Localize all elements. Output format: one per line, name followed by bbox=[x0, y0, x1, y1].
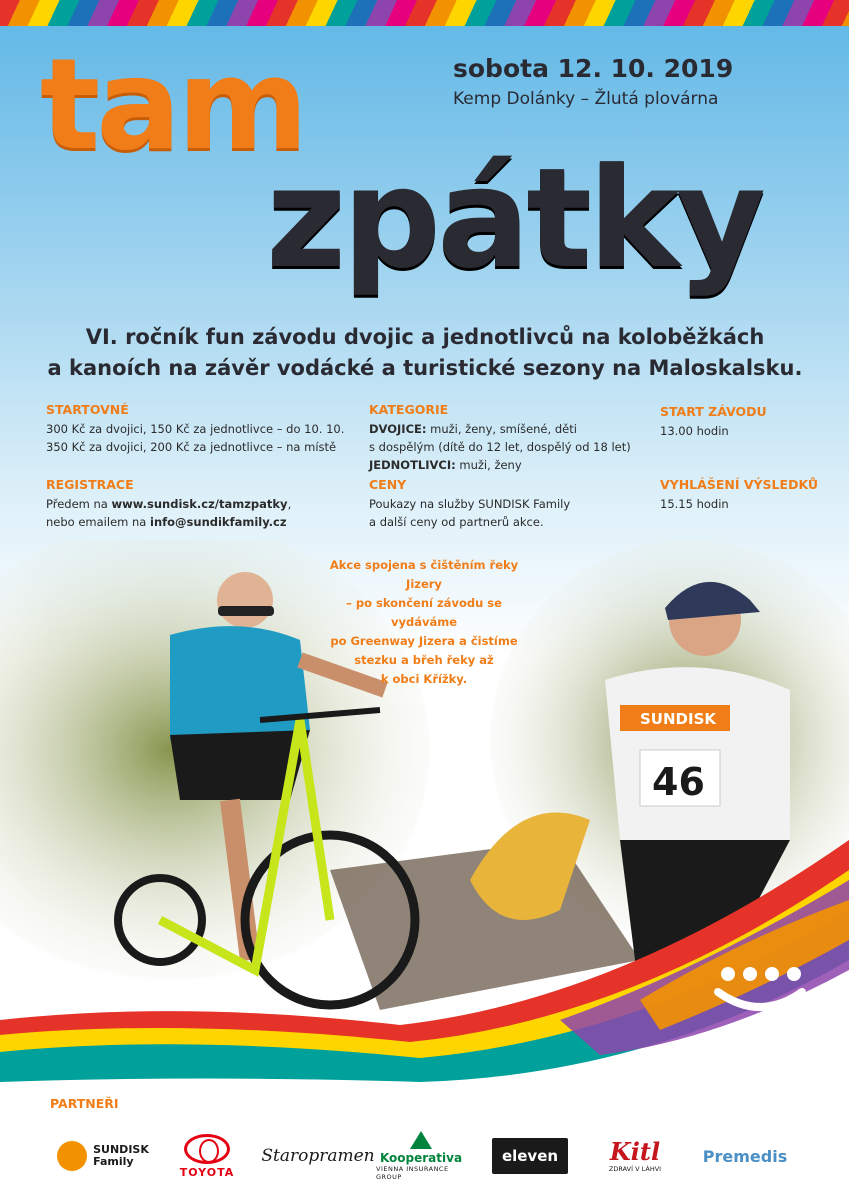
cleanup-line-5: k obci Křížky. bbox=[380, 672, 468, 686]
startovne-block bbox=[46, 400, 366, 456]
headline-zpatky: zpátky bbox=[266, 138, 762, 299]
headline-tam: tam bbox=[40, 31, 305, 178]
registrace-comma: , bbox=[287, 497, 292, 511]
ceny-block bbox=[369, 475, 659, 531]
staropramen-logo[interactable] bbox=[261, 1130, 375, 1182]
kooperativa-logo-subtext: VIENNA INSURANCE GROUP bbox=[376, 1165, 449, 1181]
subtitle-line-2: a kanoích na závěr vodácké a turistické sezony na Maloskalsku. bbox=[47, 356, 803, 380]
registrace-web-link[interactable]: www.sundisk.cz/tamzpatky bbox=[111, 497, 288, 511]
kategorie-block bbox=[369, 400, 659, 474]
dvojice-label: DVOJICE: bbox=[369, 422, 427, 436]
start-block bbox=[660, 402, 840, 440]
partners-heading: PARTNEŘI bbox=[50, 1096, 119, 1111]
start-time: 13.00 hodin bbox=[660, 424, 729, 438]
eleven-logo[interactable] bbox=[490, 1130, 570, 1182]
cleanup-line-3: po Greenway Jizera a čistíme bbox=[330, 634, 518, 648]
race-bib-number: 46 bbox=[652, 760, 705, 804]
event-date: sobota 12. 10. 2019 bbox=[453, 54, 734, 83]
cleanup-line-4: stezku a břeh řeky až bbox=[354, 653, 494, 667]
cleanup-line-2: – po skončení závodu se vydáváme bbox=[346, 596, 502, 629]
toyota-logo-text: TOYOTA bbox=[179, 1165, 235, 1179]
startovne-line-2: 350 Kč za dvojici, 200 Kč za jednotlivce – na místě bbox=[46, 440, 337, 454]
toyota-emblem-icon bbox=[184, 1134, 230, 1164]
kooperativa-logo[interactable] bbox=[376, 1130, 466, 1182]
toyota-logo[interactable] bbox=[172, 1130, 242, 1182]
registrace-heading: REGISTRACE bbox=[46, 477, 134, 492]
shirt-brand-text: SUNDISK bbox=[640, 710, 716, 728]
event-subtitle bbox=[40, 322, 810, 384]
registrace-block bbox=[46, 475, 366, 531]
kitl-logo-text: Kitl bbox=[609, 1137, 661, 1166]
kitl-logo[interactable] bbox=[600, 1130, 670, 1182]
rider-sunglasses bbox=[218, 606, 274, 616]
registrace-email-prefix: nebo emailem na bbox=[46, 515, 150, 529]
kategorie-dvojice-2: s dospělým (dítě do 12 let, dospělý od 18 let) bbox=[369, 440, 631, 454]
dvojice-text: muži, ženy, smíšené, děti bbox=[426, 422, 577, 436]
partner-logos bbox=[40, 1130, 820, 1182]
startovne-heading: STARTOVNÉ bbox=[46, 402, 129, 417]
kategorie-dvojice bbox=[369, 420, 659, 438]
vyhlaseni-block bbox=[660, 475, 840, 513]
vyhlaseni-time: 15.15 hodin bbox=[660, 497, 729, 511]
smiley-icon bbox=[710, 960, 810, 1020]
registrace-email-link[interactable]: info@sundikfamily.cz bbox=[150, 515, 287, 529]
vyhlaseni-heading: VYHLÁŠENÍ VÝSLEDKŮ bbox=[660, 477, 819, 492]
premedis-logo-text: Premedis bbox=[702, 1146, 788, 1166]
registrace-prefix: Předem na bbox=[46, 497, 112, 511]
kooperativa-mark-icon bbox=[410, 1131, 432, 1149]
cleanup-line-1: Akce spojena s čištěním řeky Jizery bbox=[329, 558, 519, 591]
subtitle-line-1: VI. ročník fun závodu dvojic a jednotlivců na koloběžkách bbox=[85, 325, 765, 349]
eleven-logo-text: eleven bbox=[492, 1138, 568, 1174]
ceny-line-2: a další ceny od partnerů akce. bbox=[369, 515, 544, 529]
kategorie-jednotlivci bbox=[369, 456, 659, 474]
event-place: Kemp Dolánky – Žlutá plovárna bbox=[453, 89, 719, 109]
kooperativa-logo-text: Kooperativa bbox=[379, 1151, 463, 1165]
jednotlivci-label: JEDNOTLIVCI: bbox=[369, 458, 456, 472]
colorful-wave-decoration bbox=[0, 820, 849, 1090]
premedis-logo[interactable] bbox=[700, 1130, 790, 1182]
kategorie-heading: KATEGORIE bbox=[369, 402, 449, 417]
sundisk-logo-line-2: Family bbox=[93, 1155, 134, 1168]
sundisk-logo[interactable] bbox=[48, 1130, 158, 1182]
kitl-logo-subtext: ZDRAVÍ V LÁHVI bbox=[608, 1165, 662, 1173]
ceny-heading: CENY bbox=[369, 477, 407, 492]
sundisk-badge-icon bbox=[57, 1141, 87, 1171]
sundisk-logo-line-1: SUNDISK bbox=[93, 1143, 149, 1156]
top-color-stripe bbox=[0, 0, 849, 26]
startovne-line-1: 300 Kč za dvojici, 150 Kč za jednotlivce – do 10. 10. bbox=[46, 422, 345, 436]
staropramen-logo-text: Staropramen bbox=[261, 1146, 375, 1166]
registrace-line-2 bbox=[46, 513, 366, 531]
start-heading: START ZÁVODU bbox=[660, 404, 767, 419]
cleanup-note bbox=[318, 556, 530, 689]
rider-shirt bbox=[170, 626, 310, 740]
jednotlivci-text: muži, ženy bbox=[455, 458, 522, 472]
rider-head bbox=[217, 572, 273, 628]
registrace-line-1 bbox=[46, 495, 366, 513]
ceny-line-1: Poukazy na služby SUNDISK Family bbox=[369, 497, 571, 511]
